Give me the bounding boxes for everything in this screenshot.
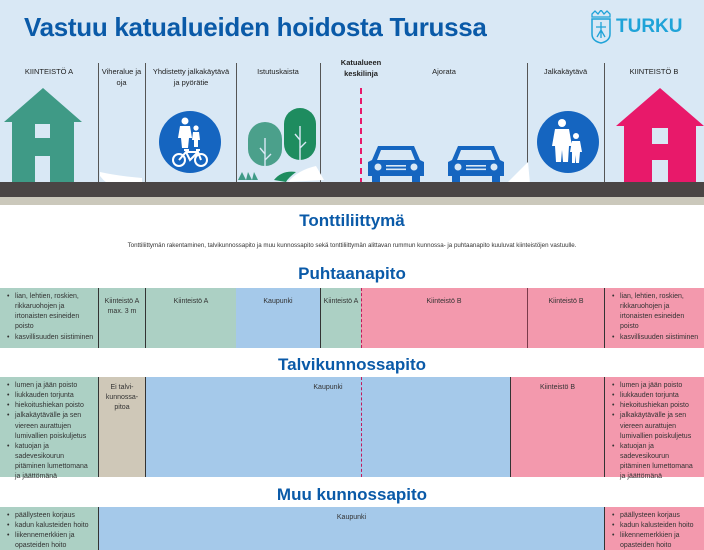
task-item: • katuojan ja sadevesikourun pitäminen lumettomana ja jäättömänä — [611, 442, 700, 483]
responsibility-cell: Kaupunki — [98, 507, 604, 550]
muu-tasks-right — [604, 507, 704, 550]
section-title-talvikunnossapito: Talvikunnossapito — [278, 355, 426, 374]
responsibility-cell: Kiinteistö B — [510, 377, 604, 477]
responsibility-cell: Kiinteistö A max. 3 m — [98, 288, 145, 348]
logo-text: TURKU — [616, 16, 683, 37]
responsibility-cell: Kiinteistö A — [320, 288, 361, 348]
column-label-property-a: KIINTEISTÖ A — [24, 67, 74, 76]
talvikunnossapito-tasks-left — [0, 377, 98, 481]
task-item: • lian, lehtien, roskien, rikkaruohojen ja irtonaisten esineiden poisto — [6, 292, 94, 333]
talvikunnossapito-row — [0, 377, 704, 481]
section-title-puhtaanapito: Puhtaanapito — [298, 264, 406, 283]
centerline-divider — [361, 288, 362, 348]
puhtaanapito-tasks-right — [604, 288, 704, 348]
responsibility-cell: Kaupunki — [236, 288, 320, 348]
task-item: • liukkauden torjunta — [611, 391, 700, 401]
muu-tasks-left — [0, 507, 98, 550]
column-label-property-b: KIINTEISTÖ B — [629, 67, 679, 76]
task-item: • jalkakäytävälle ja sen viereen aurattujen lumivallien poiskuljetus — [6, 411, 94, 441]
muu-kunnossapito-row — [0, 507, 704, 550]
task-item: • jalkakäytävälle ja sen viereen aurattujen lumivallien poiskuljetus — [611, 411, 700, 441]
column-label-green-area: Viheralue ja oja — [101, 67, 142, 87]
column-label-combined-path: Yhdistetty jalkakäytävä ja pyörätie — [152, 67, 230, 87]
responsibility-cell: Ei talvi-kunnossa-pitoa — [98, 377, 145, 477]
car-icon — [448, 144, 504, 184]
pedestrian-cycle-sign-icon — [158, 110, 222, 174]
puhtaanapito-tasks-left — [0, 288, 98, 348]
task-item: • lumen ja jään poisto — [611, 381, 700, 391]
turku-coat-of-arms-icon — [590, 10, 612, 44]
tonttiliittyma-note: Tonttiliittymän rakentaminen, talvikunnossapito ja muu kunnossapito sekä tonttiliittymän alittavan rummun kunnossa- ja puhtaanapito kuuluvat kiinteistöjen vastuulle. — [127, 242, 577, 249]
task-item: • katuojan ja sadevesikourun pitäminen lumettomana ja jäättömänä — [6, 442, 94, 483]
ground-strip — [0, 197, 704, 205]
turku-logo — [590, 10, 683, 44]
responsibility-cell: Kaupunki — [145, 377, 510, 477]
task-item: • lumen ja jään poisto — [6, 381, 94, 391]
car-icon — [368, 144, 424, 184]
task-item: • kadun kalusteiden hoito — [611, 521, 700, 531]
responsibility-cell: Kiinteistö B — [527, 288, 604, 348]
column-divider — [236, 63, 237, 185]
puhtaanapito-row — [0, 288, 704, 348]
task-item: • liikennemerkkien ja opasteiden hoito — [6, 531, 94, 550]
task-item: • liikennemerkkien ja opasteiden hoito — [611, 531, 700, 550]
task-item: • hiekoitushiekan poisto — [6, 401, 94, 411]
column-divider — [604, 63, 605, 185]
task-item: • hiekoitushiekan poisto — [611, 401, 700, 411]
task-item: • kadun kalusteiden hoito — [6, 521, 94, 531]
tree-icon — [238, 108, 328, 184]
task-item: • liukkauden torjunta — [6, 391, 94, 401]
house-icon — [616, 88, 704, 184]
task-item: • kasvillisuuden siistiminen — [611, 333, 700, 343]
section-title-muu-kunnossapito: Muu kunnossapito — [276, 485, 428, 504]
house-icon — [4, 88, 82, 184]
pedestrian-sign-icon — [536, 110, 600, 174]
responsibility-cell: Kiinteistö A — [145, 288, 236, 348]
page-title: Vastuu katualueiden hoidosta Turussa — [24, 12, 487, 42]
task-item: • kasvillisuuden siistiminen — [6, 333, 94, 343]
road-surface — [0, 182, 704, 197]
snow-pile-icon — [506, 162, 530, 184]
task-item: • päällysteen korjaus — [6, 511, 94, 521]
street-cross-section-illustration — [0, 0, 704, 196]
centerline-marker — [360, 88, 362, 184]
centerline-divider — [361, 377, 362, 477]
task-item: • lian, lehtien, roskien, rikkaruohojen ja irtonaisten esineiden poisto — [611, 292, 700, 333]
talvikunnossapito-tasks-right — [604, 377, 704, 481]
column-label-planting-strip: Istutuskaista — [257, 67, 299, 76]
column-label-sidewalk: Jalkakäytävä — [543, 67, 588, 76]
column-label-roadway: Ajorata — [432, 67, 456, 76]
column-label-centerline: Katualueen keskilinja — [340, 58, 382, 78]
column-divider — [98, 63, 99, 185]
responsibility-cell: Kiinteistö B — [361, 288, 527, 348]
task-item: • päällysteen korjaus — [611, 511, 700, 521]
column-divider — [145, 63, 146, 185]
section-title-tonttiliittyma: Tonttiliittymä — [299, 211, 405, 230]
